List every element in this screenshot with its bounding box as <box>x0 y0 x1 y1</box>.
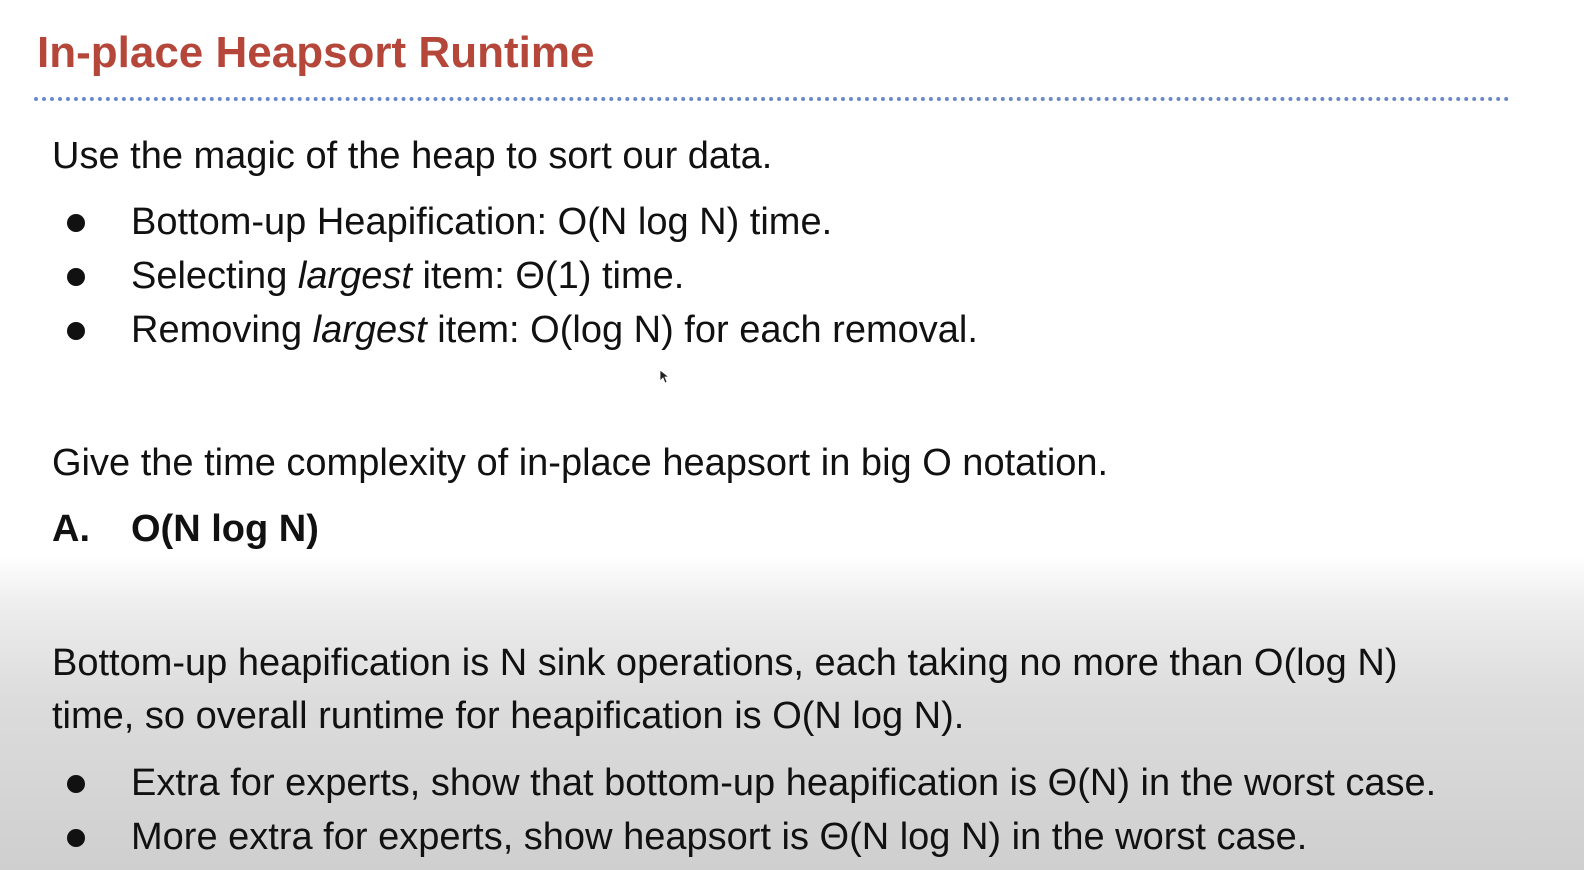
bullet-text: Bottom-up Heapification: O(N log N) time. <box>131 201 833 243</box>
bullet-dot-icon <box>67 268 85 286</box>
intro-text: Use the magic of the heap to sort our data. <box>52 135 773 177</box>
bullet-text: Removing largest item: O(log N) for each removal. <box>131 309 978 351</box>
answer-text: O(N log N) <box>131 508 319 550</box>
question-text: Give the time complexity of in-place heapsort in big O notation. <box>52 442 1109 484</box>
bullet-text: More extra for experts, show heapsort is Θ(N log N) in the worst case. <box>131 816 1308 858</box>
bullet-text: Extra for experts, show that bottom-up heapification is Θ(N) in the worst case. <box>131 762 1437 804</box>
bullet-dot-icon <box>67 829 85 847</box>
title-divider <box>34 97 1510 101</box>
bullet-dot-icon <box>67 214 85 232</box>
explanation-line-2: time, so overall runtime for heapification is O(N log N). <box>52 695 965 737</box>
bullet-text: Selecting largest item: Θ(1) time. <box>131 255 685 297</box>
answer-letter: A. <box>52 508 90 550</box>
bullet-dot-icon <box>67 322 85 340</box>
bullet-dot-icon <box>67 775 85 793</box>
explanation-line-1: Bottom-up heapification is N sink operations, each taking no more than O(log N) <box>52 642 1398 684</box>
slide-title: In-place Heapsort Runtime <box>37 28 595 77</box>
mouse-pointer-icon <box>660 370 670 384</box>
